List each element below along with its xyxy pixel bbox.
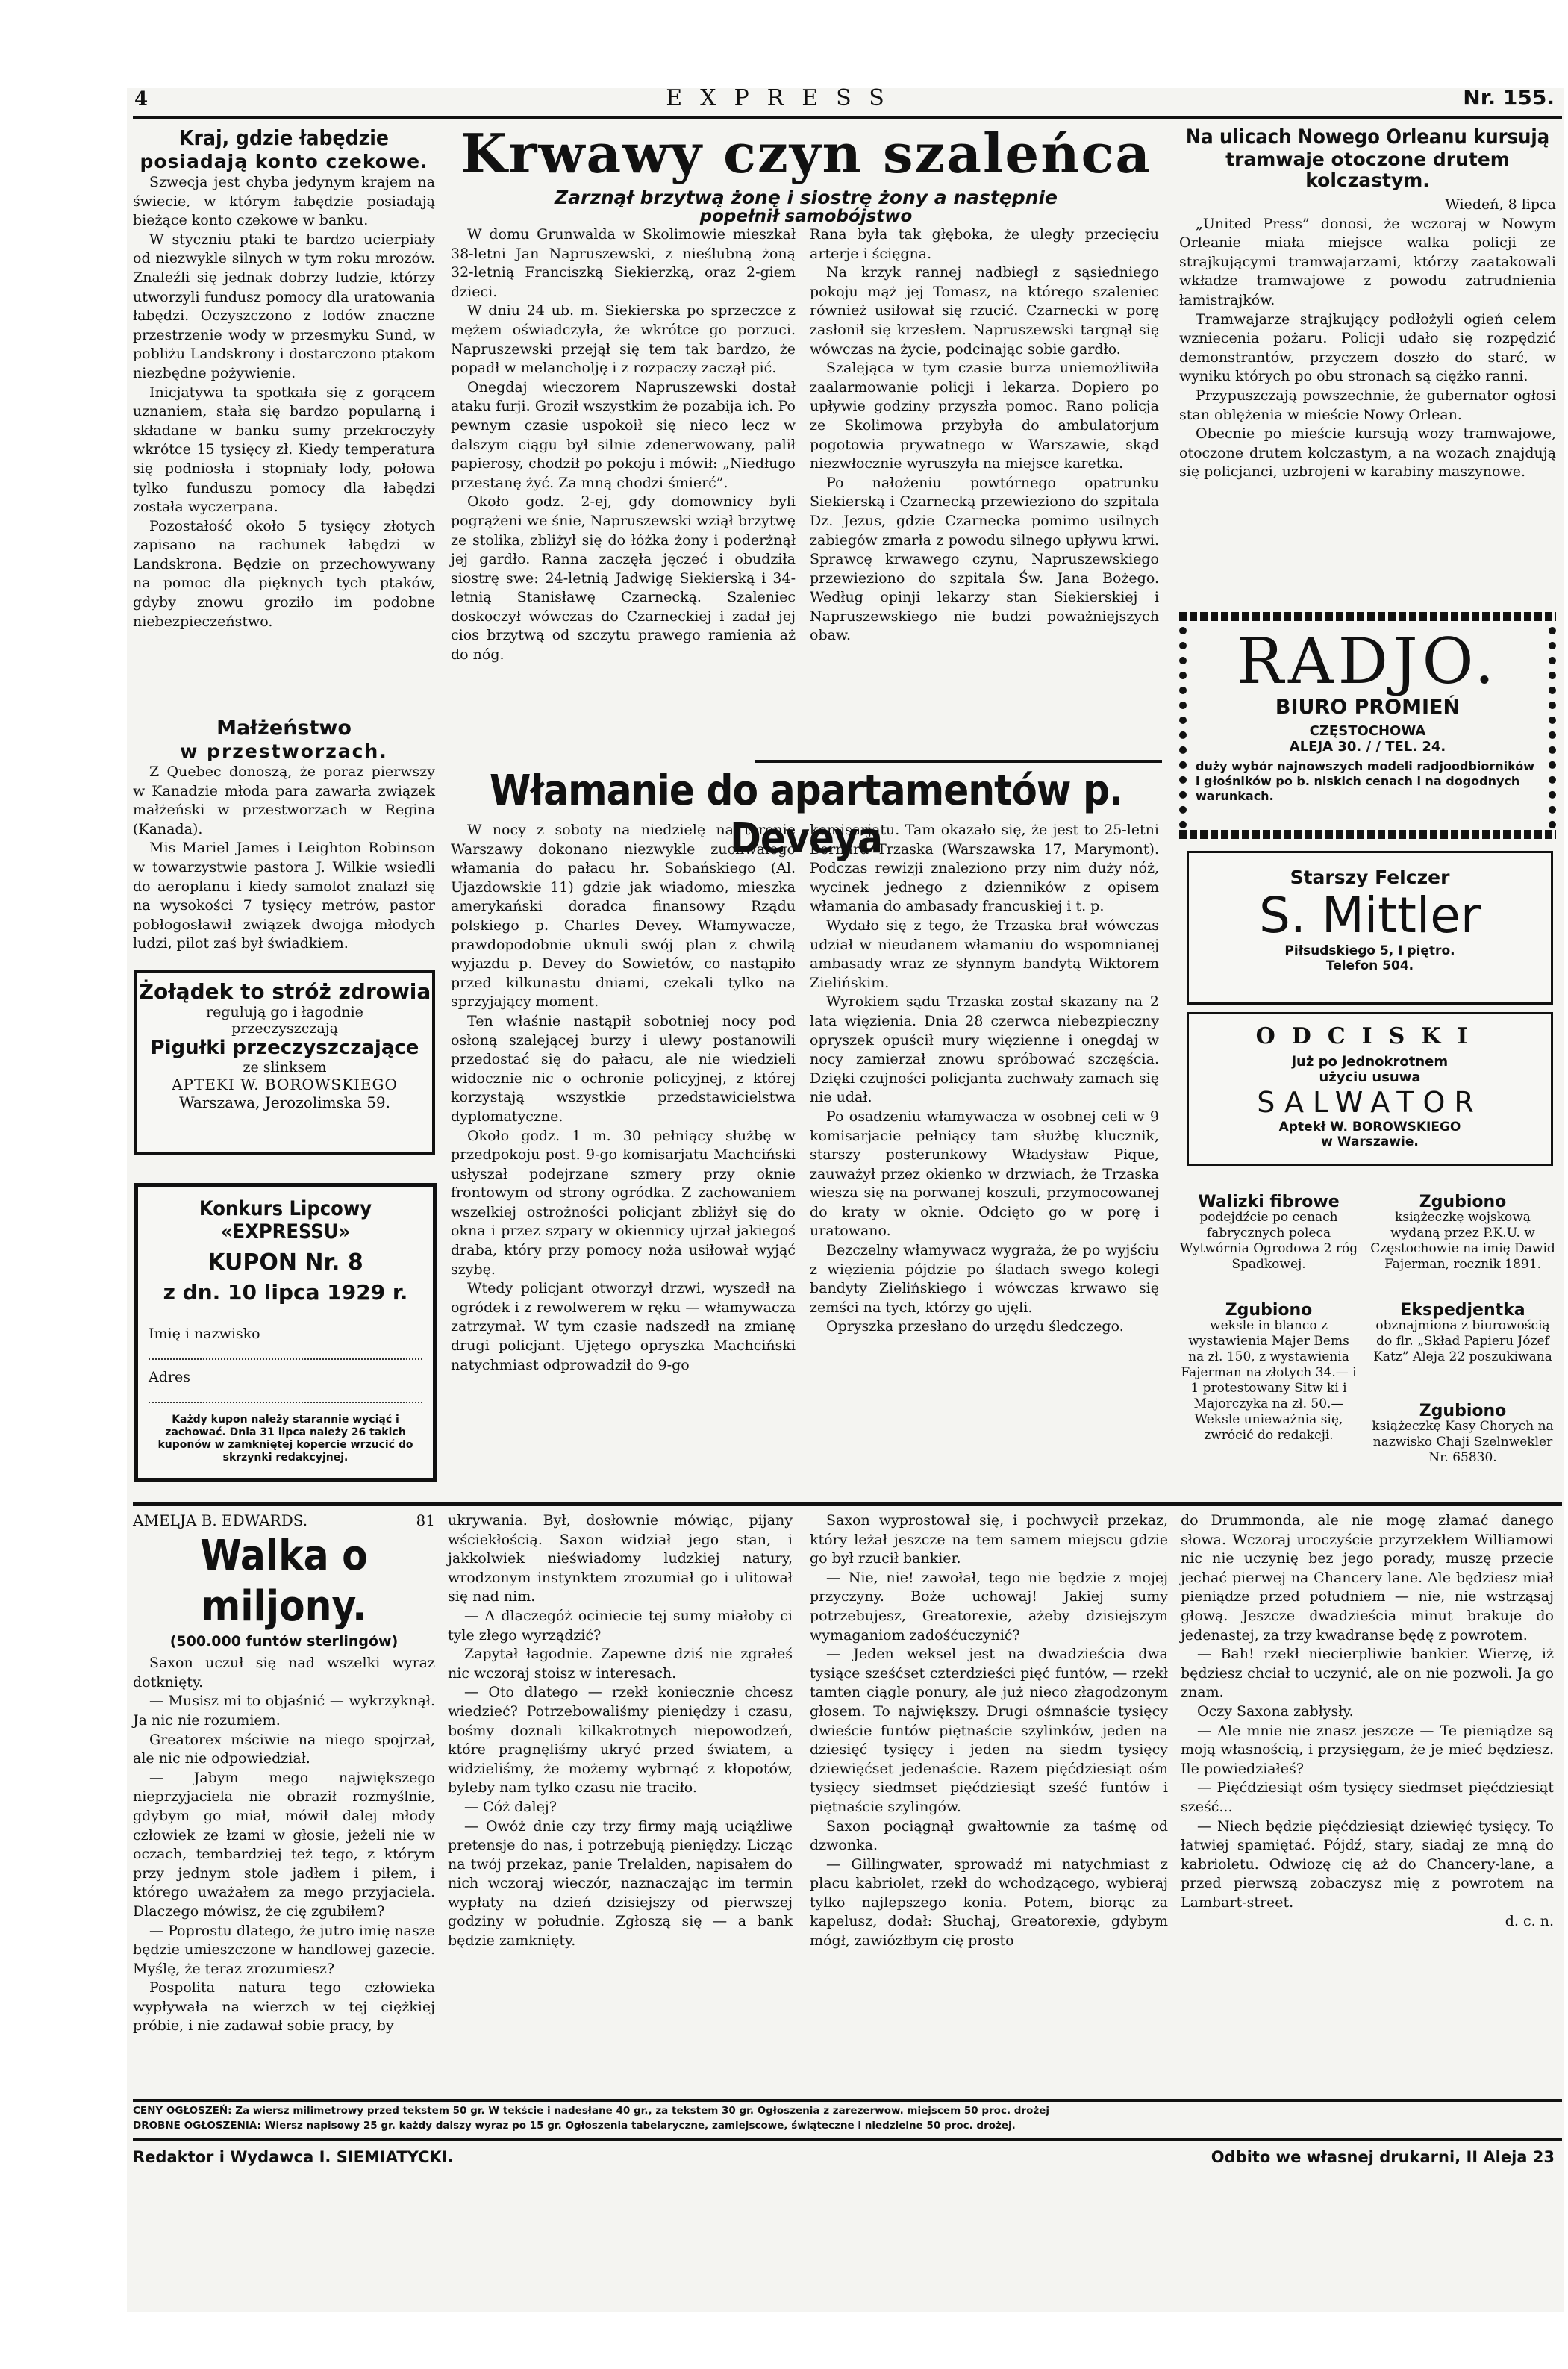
ad-line: użyciu usuwa (1319, 1070, 1421, 1085)
ad-title: Ekspedjentka (1400, 1301, 1525, 1320)
paragraph: komisarjatu. Tam okazało się, że jest to 25-letni Bernard Trzaska (Warszawska 17, Marymont). Podczas rewizji znaleziono przy nim duży nóż, wycinek jednego z dzienników z opisem włamania do ambasady francuskiej i t. p. (810, 822, 1159, 915)
ad-text: książeczkę wojskową wydaną przez P.K.U. w Częstochowie na imię Dawid Fajerman, rocznik 1891. (1370, 1210, 1555, 1272)
ad-title: Walizki fibrowe (1198, 1193, 1340, 1211)
ad-name: SALWATOR (1257, 1086, 1483, 1119)
ad-line: już po jednokrotnem (1291, 1054, 1449, 1070)
deveya-column-1 (451, 821, 796, 1375)
coupon-number: KUPON Nr. 8 (207, 1249, 363, 1276)
ad-text: obznajmiona z biurowością do flr. „Skład Papieru Józef Katz” Aleja 22 poszukiwana (1373, 1318, 1552, 1364)
main-subtitle: Zarznął brzytwą żonę i siostrę żony a następnie (555, 187, 1058, 208)
paragraph: — Jeden weksel jest na dwadzieścia dwa tysiące sześćset czterdzieści pięć funtów, — rzekł tamten ciągle ponury, ale już nieco złagodzonym głosem. To największy. Drugi ośmnaście tysięcy dwieście funtów piętnaście szylinków, jeden na dziesięć tysięcy i jeden na siedm tysięcy dziewięćset jedenaście. Razem pięćdziesiąt ośm tysięcy siedmset pięćdziesiąt sześć funtów i piętnaście szylingów. (810, 1646, 1168, 1815)
ad-line: regulują go i łagodnie (206, 1004, 363, 1020)
paragraph: Wyrokiem sądu Trzaska został skazany na 2 lata więzienia. Dnia 28 czerwca niebezpieczny opryszek opuścił mury więzienne i onegdaj w nocy zamierzał znowu spróbować szczęścia. Dzięki czujności policjanta zuchwały zamach się nie udał. (810, 993, 1159, 1106)
paragraph: Onegdaj wieczorem Napruszewski dostał ataku furji. Groził wszystkim że pozabija ich. Po pewnym czasie uspokoił się nieco lecz w dalszym ciągu był silnie zdenerwowany, palił papierosy, chodził po pokoju i mówił: „Niedługo przestanę żyć. Za mną chodzi śmierć”. (451, 378, 796, 491)
ad-phone: Telefon 504. (1325, 958, 1414, 973)
article-orleans (1179, 125, 1556, 482)
paragraph: Szalejąca w tym czasie burza uniemożliwiła zaalarmowanie policji i lekarza. Dopiero po upływie godziny przyszła pomoc. Rano policja ze Skolimowa przybyła do ambulatorjum pogotowia prywatnego w Warszawie, skąd niezwłocznie wyruszyła na miejsce karetka. (810, 360, 1159, 472)
paragraph: — Nie, nie! zawołał, tego nie będzie z mojej przyczyny. Boże uchowaj! Jakiej sumy potrzebujesz, Greatorexie, ażeby dzisiejszym wymaganiom zadośćuczynić? (810, 1569, 1168, 1644)
ad-ekspedjentka (1369, 1302, 1556, 1365)
header-rule (133, 116, 1562, 119)
ad-firm: BIURO PROMIEŃ (1275, 696, 1461, 719)
ad-address: ALEJA 30. / / TEL. 24. (1289, 739, 1446, 755)
main-column-2 (810, 225, 1159, 646)
ad-text: weksle in blanco z wystawienia Majer Bems na zł. 150, z wystawienia Fajerman na złotych 34.— i 1 protestowany Sitw ki i Majorczyka na zł. 50.— Weksle unieważnia się, zwrócić do redakcji. (1181, 1318, 1357, 1443)
paragraph: Mis Mariel James i Leighton Robinson w towarzystwie pastora J. Wilkie wsiedli do aeroplanu i kiedy samolot znalazł się na wysokości 7 tysięcy metrów, pastor pobłogosławił związek dwojga młodych ludzi, pilot zaś był świadkiem. (133, 840, 435, 952)
paragraph: ukrywania. Był, dosłownie mówiąc, pijany wściekłością. Saxon widział jego stan, i jakkolwiek nieświadomy ludzkiej natury, wrodzonym instynktem zrozumiał go i ulitował się nad nim. (448, 1512, 793, 1605)
ad-address: Piłsudskiego 5, I piętro. (1284, 943, 1455, 958)
ad-title: ODCISKI (1255, 1023, 1484, 1049)
to-be-continued: d. c. n. (1505, 1913, 1554, 1930)
footer-prices (133, 2099, 1562, 2141)
ad-zgubiono-ksiazeczka (1369, 1194, 1556, 1273)
paragraph: Szwecja jest chyba jedynym krajem na świecie, w którym łabędzie posiadają bieżące konto czekowe w banku. (133, 174, 435, 229)
ad-radjo (1179, 627, 1556, 828)
paragraph: W dniu 24 ub. m. Siekierska po sprzeczce z mężem oświadczyła, że wkrótce go porzuci. Napruszewski przejął się tem tak bardzo, że popadł w melancholję i z rozpaczy zaczął pić. (451, 302, 796, 377)
coupon-note: Każdy kupon należy starannie wyciąć i zachować. Dnia 31 lipca należy 26 takich kuponów w zamkniętej kopercie wrzucić do skrzynki redakcyjnej. (157, 1414, 413, 1464)
serial-header (133, 1511, 435, 1531)
coupon-name-field[interactable] (149, 1342, 422, 1360)
paragraph: Saxon uczuł się nad wszelki wyraz dotknięty. (133, 1655, 435, 1691)
newspaper-name: EXPRESS (666, 85, 902, 111)
serial-column-1 (133, 1511, 435, 2036)
paragraph: Ten właśnie nastąpił sobotniej nocy pod osłoną szalejącej burzy i ulewy postanowili przedostać się do pałacu, ale nie wiedzieli widocznie nic o ochronie policyjnej, z której korzystają wszystkie przedstawicielstwa dyplomatyczne. (451, 1012, 796, 1125)
article-subtitle: w przestworzach. (180, 740, 388, 762)
paragraph: W styczniu ptaki te bardzo ucierpiały od niezwykle silnych w tym roku mrozów. Znaleźli się jednak dobrzy ludzie, którzy utworzyli fundusz pomocy dla uratowania łabędzi. Oczyszczono z lodów znaczne przestrzenie wody w przesmyku Sund, w pobliżu Landskrony i dostarczono ptakom niezbędne pożywienie. (133, 231, 435, 381)
paragraph: Pospolita natura tego człowieka wypływała na wierzch w tej ciężkiej próbie, i nie zadawał sobie pracy, by (133, 1979, 435, 2035)
article-title: Kraj, gdzie łabędzie (179, 125, 389, 150)
paragraph: Opryszka przesłano do urzędu śledczego. (826, 1318, 1124, 1335)
paragraph: W nocy z soboty na niedzielę na terenie Warszawy dokonano niezwykle zuchwałego włamania do pałacu hr. Sobańskiego (Al. Ujazdowskie 11) gdzie jak wiadomo, mieszka amerykański doradca finansowy Rządu polskiego p. Charles Devey. Włamywacze, prawdopodobnie uknuli swój plan z chwilą wyjazdu p. Devey do Sowietów, co nastąpiło przed kilkunastu dniami, czekali tylko na sprzyjający moment. (451, 822, 796, 1011)
paragraph: — Niech będzie pięćdziesiąt dziewięć tysięcy. To łatwiej spamiętać. Pójdź, stary, siadaj ze mną do kabrioletu. Odwiozę cię aż do Chancery-lane, a przed pierwszą zobaczysz mię z powrotem na Lambart-street. (1181, 1817, 1554, 1911)
paragraph: Oczy Saxona zabłysły. (1197, 1702, 1354, 1720)
paragraph: — Gillingwater, sprowadź mi natychmiast z placu kabriolet, rzekł do wchodzącego, wybieraj tylko najlepszego konia. Potem, biorąc za kapelusz, dodał: Słuchaj, Greatorexie, gdybym mógł, zawiózłbym cię prosto (810, 1855, 1168, 1950)
ad-address: Warszawa, Jerozolimska 59. (178, 1093, 391, 1111)
ad-text: podejdźcie po cenach fabrycznych poleca Wytwórnia Ogrodowa 2 róg Spadkowej. (1179, 1210, 1358, 1272)
ad-line: ze slinksem (243, 1059, 327, 1076)
ad-city: w Warszawie. (1321, 1134, 1419, 1149)
ad-name: S. Mittler (1259, 887, 1481, 944)
editor-line: Redaktor i Wydawca I. SIEMIATYCKI. (133, 2148, 454, 2166)
coupon-address-label: Adres (149, 1369, 190, 1385)
ad-zgubiono-weksle (1179, 1302, 1358, 1443)
main-headline: Krwawy czyn szaleńca (460, 122, 1152, 185)
paragraph: W domu Grunwalda w Skolimowie mieszkał 38-letni Jan Napruszewski, z nieślubną żoną 32-letnią Franciszką Siekierzką, oraz 2-giem dzieci. (451, 226, 796, 300)
article-subtitle: tramwaje otoczone drutem kolczastym. (1225, 149, 1510, 191)
paragraph: — Oto dlatego — rzekł koniecznie chcesz wiedzieć? Potrzebowaliśmy pieniędzy i czasu, bośmy doznali kilkakrotnych niepowodzeń, które pragnęliśmy ukryć przed światem, a widzieliśmy, że możemy wybrnąć z kłopotów, byleby nam tylko czasu nie traciło. (448, 1684, 793, 1797)
ad-pharmacy: APTEKI W. BOROWSKIEGO (172, 1076, 398, 1093)
paragraph: Bezczelny włamywacz wygraża, że po wyjściu z więzienia pójdzie po śladach swego kolegi bandyty Zielińskiego i wówczas krwawo się zemści na tych, którzy go ujęli. (810, 1242, 1159, 1316)
ad-title: Żołądek to stróż zdrowia (138, 979, 431, 1004)
article-marriage (133, 717, 435, 954)
paragraph: — Musisz mi to objaśnić — wykrzyknął. Ja nic nie rozumiem. (133, 1693, 435, 1729)
serial-title: Walka o miljony. (200, 1531, 368, 1631)
paragraph: Po nałożeniu powtórnego opatrunku Siekierską i Czarnecką przewieziono do szpitala Dz. Jezus, gdzie Czarnecka pomimo usilnych zabiegów zmarła z powodu silnego upływu krwi. Sprawcę krwawego czynu, Napruszewskiego przewieziono do szpitala Św. Jana Bożego. Według opinji lekarzy stan Siekierskiej i Napruszewskiego nie budzi poważniejszych obaw. (810, 474, 1159, 644)
serial-column-3 (810, 1511, 1168, 1951)
serial-rule (133, 1502, 1562, 1506)
paragraph: — A dlaczegóż ociniecie tej sumy miałoby ci tyle złego wyrządzić? (448, 1607, 793, 1644)
serial-column-2 (448, 1511, 793, 1951)
coupon-name-label: Imię i nazwisko (149, 1326, 260, 1342)
paragraph: Saxon pociągnął gwałtownie za taśmę od dzwonka. (810, 1817, 1168, 1854)
article-subtitle: posiadają konto czekowe. (140, 151, 428, 172)
paragraph: — Cóż dalej? (464, 1798, 557, 1815)
main-column-1 (451, 225, 796, 665)
paragraph: Tramwajarze strajkujący podłożyli ogień celem wzniecenia pożaru. Policji udało się rozpędzić demonstrantów, przyczem doszło do starć, w wyniku których po obu stronach są ciężko ranni. (1179, 310, 1556, 385)
paragraph: — Pięćdziesiąt ośm tysięcy siedmset pięćdziesiąt sześć... (1181, 1779, 1554, 1815)
dateline: Wiedeń, 8 lipca (1445, 196, 1556, 213)
ad-mittler (1187, 851, 1553, 1005)
deveya-column-2 (810, 821, 1159, 1337)
ad-title: Zgubiono (1225, 1301, 1313, 1320)
serial-number: 81 (416, 1511, 435, 1529)
paragraph: Zapytał łagodnie. Zapewne dziś nie zgrałeś nic wczoraj stoisz w interesach. (448, 1646, 793, 1682)
paragraph: Rana była tak głęboka, że uległy przecięciu arterje i ścięgna. (810, 226, 1159, 262)
ad-title: Zgubiono (1419, 1193, 1507, 1211)
paragraph: Po osadzeniu włamywacza w osobnej celi w 9 komisarjacie pełniący tam służbę klucznik, starszy posterunkowy Władysław Pique, zauważył przez okienko w drzwiach, że Trzaska wiesza się na porwanej koszuli, przymocowanej do kraty w oknie. Odcięto go w porę i uratowano. (810, 1108, 1159, 1240)
paragraph: Wydało się z tego, że Trzaska brał wówczas udział w nieudanem włamaniu do wspomnianej ambasady wraz ze słynnym bandytą Wiktorem Zielińskim. (810, 917, 1159, 991)
ad-title: RADJO. (1236, 625, 1499, 698)
paragraph: Na krzyk rannej nadbiegł z sąsiedniego pokoju mąż jej Tomasz, na którego szaleniec również usiłował się rzucić. Czarnecki w porę zasłonił się krzesłem. Napruszewski targnął się wówczas na życie, podcinając sobie gardło. (810, 264, 1159, 358)
paragraph: Greatorex mściwie na niego spojrzał, ale nic nie odpowiedział. (133, 1731, 435, 1767)
ad-city: CZĘSTOCHOWA (1309, 723, 1426, 739)
paragraph: — Jabym mego największego nieprzyjaciela nie obraził rozmyślnie, gdybym go miał, mówił dalej młody człowiek ze łzami w głosie, jeżeli nie w oczach, tembardziej też tego, z którym przy jednym stole jadłem i piłem, i którego uważałem za mego przyjaciela. Dlaczego mówisz, że cię zgubiłem? (133, 1769, 435, 1920)
paragraph: do Drummonda, ale nie mogę złamać danego słowa. Wczoraj uroczyście przyrzekłem Williamowi nic nie uczynię bez jego porady, muszę przecie jechać pierwej na Chancery lane. Ale będziesz miał pieniądze przed południem — nie, nie wstrząsaj głową. Jeszcze dwadzieścia minut brakuje do jedenastej, za trzy kwadranse będę z powrotem. (1181, 1512, 1554, 1644)
ad-text: duży wybór najnowszych modeli radjoodbiorników i głośników po b. niskich cenach i na dogodnych warunkach. (1196, 759, 1535, 803)
ad-pharmacy: Aptekł W. BOROWSKIEGO (1278, 1120, 1461, 1134)
paragraph: „United Press” donosi, że wczoraj w Nowym Orleanie miała miejsce walka policji ze strajkującymi tramwajarzami, którzy zaatakowali wkładze tramwajowe z powodu zatrudnienia łamistrajków. (1179, 215, 1556, 308)
serial-column-4 (1181, 1511, 1554, 1932)
paragraph: Wtedy policjant otworzył drzwi, wyszedł na ogródek i z rewolwerem w ręku — włamywacza zatrzymał. W tym czasie nadszedł na zmianę drugi policjant. Ujętego opryszka Machciński natychmiast odprowadził do 9-go (451, 1280, 796, 1373)
paragraph: Około godz. 2-ej, gdy domownicy byli pogrążeni we śnie, Napruszewski wziął brzytwę ze stolika, zbliżył się do łóżka żony i poderżnął jej gardło. Ranna zaczęła jęczeć i obudziła siostrę swe: 24-letnią Jadwigę Siekierską i 34-letnią Stanisławę Czarnecką. Szaleniec doskoczył wówczas do Czarneckiej i zadał jej cios brzytwą od szczytu prawego ramienia aż do nóg. (451, 493, 796, 664)
prices-line: DROBNE OGŁOSZENIA: Wiersz napisowy 25 gr. każdy dalszy wyraz po 15 gr. Ogłoszenia tabelaryczne, zamiejscowe, świąteczne i niedzielne 50 proc. drożej. (133, 2120, 1016, 2132)
paragraph: — Owóż dnie czy trzy firmy mają uciążliwe pretensje do nas, i potrzebują pieniędzy. Licząc na twój przekaz, panie Trelalden, napisałem do nich wczoraj wieczór, naznaczając im termin wypłaty na dzień dzisiejszy od pierwszej godziny w południe. Zgłoszą się — a bank będzie zamknięty. (448, 1817, 793, 1950)
ornament-border (1179, 612, 1556, 621)
deveya-headline: Włamanie do apartamentów p. Deveya (489, 767, 1123, 863)
paragraph: Przypuszczają powszechnie, że gubernator ogłosi stan oblężenia w mieście Nowy Orlean. (1179, 387, 1556, 423)
ad-pills (134, 970, 435, 1155)
page-number: 4 (134, 88, 149, 110)
coupon-address-field[interactable] (149, 1385, 422, 1403)
article-title: Na ulicach Nowego Orleanu kursują (1185, 125, 1550, 149)
paragraph: Z Quebec donoszą, że poraz pierwszy w Kanadzie młoda para zawarła związek małżeński w przestworzach w Regina (Kanada). (133, 764, 435, 837)
paragraph: Saxon wyprostował się, i pochwycił przekaz, który leżał jeszcze na tem samem miejscu gdzie go był rzucił bankier. (810, 1512, 1168, 1567)
ornament-border (1179, 830, 1556, 839)
coupon-title: Konkurs Lipcowy «EXPRESSU» (199, 1197, 372, 1243)
paragraph: — Poprostu dlatego, że jutro imię nasze będzie umieszczone w handlowej gazecie. Myślę, że teraz zrozumiesz? (133, 1922, 435, 1977)
ad-salwator (1187, 1012, 1553, 1166)
paragraph: Inicjatywa ta spotkała się z gorącem uznaniem, stała się bardzo popularną i składane w banku sumy przekroczyły wkrótce 15 tysięcy zł. Kiedy temperatura się podniosła i stopniały lody, połowa tylko funduszu pomocy dla łabędzi została wyczerpana. (133, 384, 435, 516)
prices-line: CENY OGŁOSZEŃ: Za wiersz milimetrowy przed tekstem 50 gr. W tekście i nadesłane 40 gr., za tekstem 30 gr. Ogłoszenia z zarezerwow. miejscem 50 proc. drożej (133, 2105, 1050, 2117)
ad-product-name: Pigułki przeczyszczające (150, 1037, 419, 1059)
issue-number: Nr. 155. (1463, 85, 1555, 110)
paragraph: Pozostałość około 5 tysięcy złotych zapisano na rachunek łabędzi w Landskrona. Będzie on przechowywany na pomoc dla pięknych tych ptaków, gdyby znowu groziło im podobne niebezpieczeństwo. (133, 517, 435, 630)
ad-text: książeczkę Kasy Chorych na nazwisko Chaji Szelnwekler Nr. 65830. (1372, 1419, 1554, 1465)
printer-line: Odbito we własnej drukarni, II Aleja 23 (1211, 2148, 1555, 2166)
article-title: Małżeństwo (216, 717, 352, 740)
serial-subtitle: (500.000 funtów sterlingów) (169, 1632, 399, 1649)
article-swans (133, 125, 435, 631)
ad-walizki (1179, 1194, 1358, 1273)
serial-author: AMELJA B. EDWARDS. (133, 1511, 308, 1529)
paragraph: Około godz. 1 m. 30 pełniący służbę w przedpokoju post. 9-go komisarjatu Machciński usłyszał podejrzane szmery przy oknie frontowym od strony ogródka. Z zachowaniem wszelkiej ostrożności policjant zbliżył się do okna i przez szpary w okiennicy ujrzał jakiegoś draba, który przy pomocy noża usiłował wyjąć szybę. (451, 1127, 796, 1278)
main-subtitle: popełnił samobójstwo (699, 207, 913, 226)
paragraph: — Bah! rzekł niecierpliwie bankier. Wierzę, iż będziesz chciał to uczynić, ale on nie pozwoli. Ja go znam. (1181, 1646, 1554, 1701)
contest-coupon (134, 1183, 437, 1482)
ad-line: Starszy Felczer (1290, 867, 1450, 888)
section-rule (755, 760, 1162, 763)
coupon-date: z dn. 10 lipca 1929 r. (163, 1280, 408, 1305)
ad-line: przeczyszczają (231, 1020, 338, 1037)
ad-zgubiono-kasa (1369, 1403, 1556, 1466)
ad-title: Zgubiono (1419, 1402, 1507, 1420)
paragraph: — Ale mnie nie znasz jeszcze — Te pieniądze są moją własnością, i przysięgam, że je mieć będziesz. Ile powiedziałeś? (1181, 1722, 1554, 1777)
paragraph: Obecnie po mieście kursują wozy tramwajowe, otoczone drutem kolczastym, a na wozach znajdują się policjanci, uzbrojeni w karabiny maszynowe. (1179, 425, 1556, 481)
